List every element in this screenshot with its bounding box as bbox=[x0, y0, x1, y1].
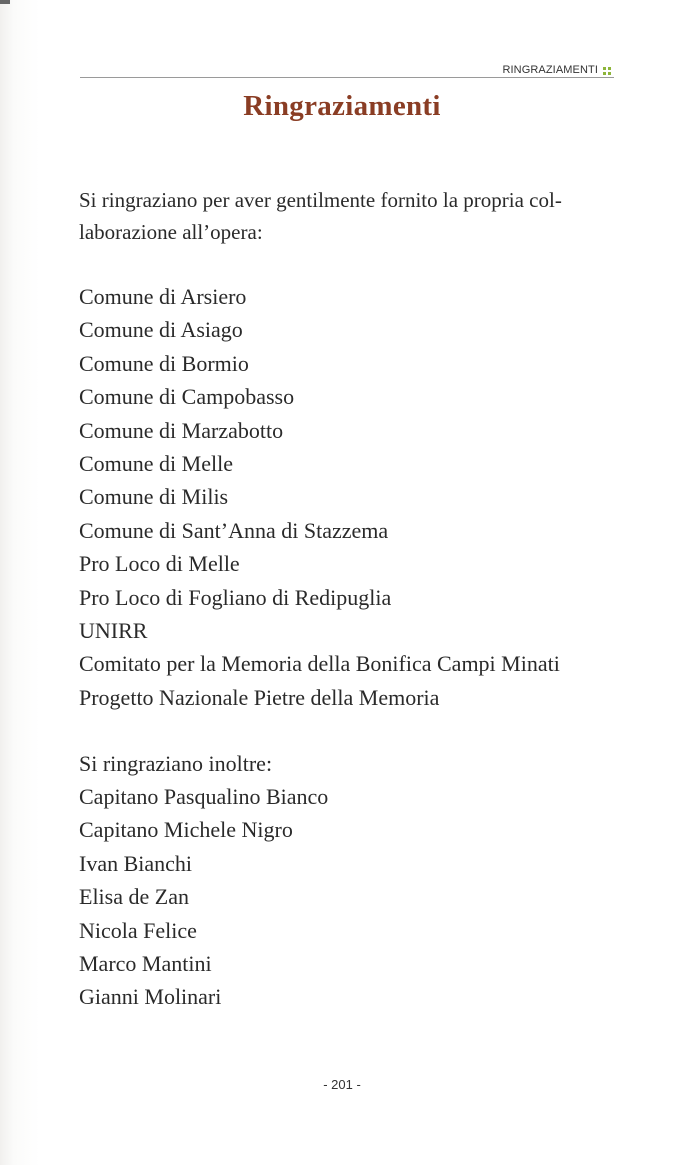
list-item: Ivan Bianchi bbox=[79, 850, 193, 876]
list-item: Comune di Marzabotto bbox=[79, 417, 284, 443]
list-item: Comune di Sant’Anna di Stazzema bbox=[79, 517, 389, 543]
list-item: Comune di Melle bbox=[79, 451, 233, 477]
ornament-dots-icon bbox=[603, 67, 611, 75]
list-item: Comitato per la Memoria della Bonifica Campi Minati bbox=[79, 651, 560, 677]
scan-corner-mark bbox=[0, 0, 10, 4]
list-item: Progetto Nazionale Pietre della Memoria bbox=[79, 684, 440, 710]
page-number: - 201 - bbox=[323, 1077, 361, 1092]
list-item: Comune di Asiago bbox=[79, 317, 243, 343]
list-item: Pro Loco di Fogliano di Redipuglia bbox=[79, 584, 392, 610]
also-thanks-label: Si ringraziano inoltre: bbox=[79, 751, 273, 776]
running-head-text: RINGRAZIAMENTI bbox=[502, 64, 598, 76]
running-head bbox=[502, 64, 611, 76]
list-item: Elisa de Zan bbox=[79, 884, 189, 910]
list-item: Gianni Molinari bbox=[79, 984, 222, 1010]
list-item: Comune di Campobasso bbox=[79, 384, 295, 410]
list-item: Comune di Milis bbox=[79, 484, 229, 510]
list-item: Pro Loco di Melle bbox=[79, 551, 240, 577]
intro-paragraph: Si ringraziano per aver gentilmente fornito la propria col-laborazione all’opera: bbox=[79, 188, 562, 244]
people-list bbox=[79, 780, 328, 1014]
list-item: Comune di Bormio bbox=[79, 350, 249, 376]
list-item: Marco Mantini bbox=[79, 951, 212, 977]
running-head-rule bbox=[80, 77, 614, 78]
list-item: Comune di Arsiero bbox=[79, 284, 247, 309]
list-item: Capitano Michele Nigro bbox=[79, 817, 293, 843]
list-item: Capitano Pasqualino Bianco bbox=[79, 784, 329, 809]
page-title: Ringraziamenti bbox=[243, 90, 441, 122]
list-item: Nicola Felice bbox=[79, 917, 197, 943]
list-item: UNIRR bbox=[79, 618, 148, 644]
institutions-list bbox=[79, 280, 560, 714]
